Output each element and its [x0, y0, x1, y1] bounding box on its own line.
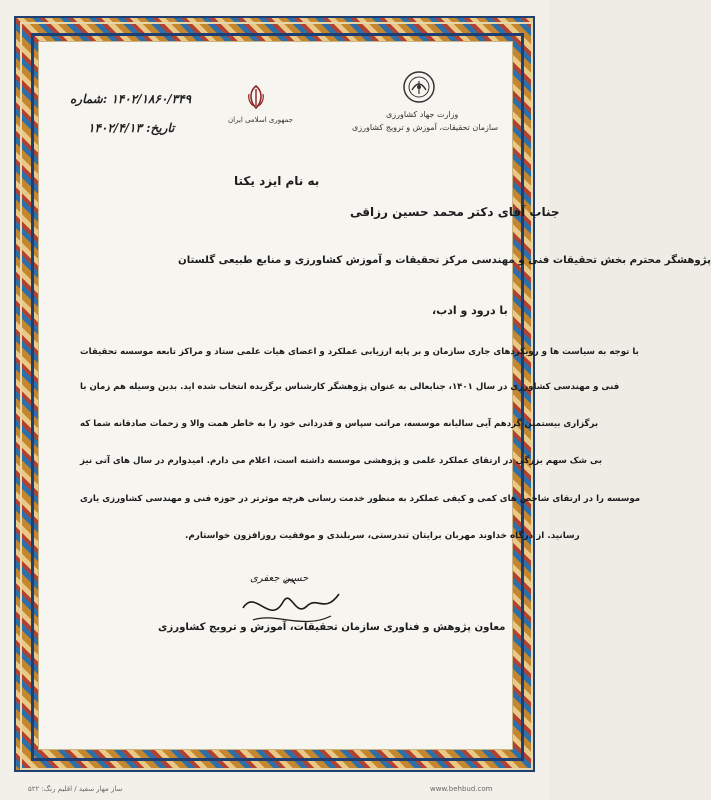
org-line-1: وزارت جهاد کشاورزی — [386, 110, 459, 119]
body-line-5: موسسه را در ارتقای شاخص های کمی و کیفی عملکرد به منظور خدمت رسانی هرچه موثرتر در حوزه فنی و مهندسی کشاورزی یاری — [80, 494, 641, 504]
letter-paper — [38, 41, 513, 750]
letter-number: ۱۴۰۲/۱۸۶۰/۳۴۹ :شماره — [70, 92, 192, 106]
body-line-3: برگزاری بیستمین گردهم آیی سالیانه موسسه، مراتب سپاس و قدردانی خود را به خاطر همت والا و زحمات صادقانه شما که — [80, 419, 599, 429]
jahad-logo-icon — [402, 70, 436, 104]
body-line-4: بی شک سهم بزرگی در ارتقای عملکرد علمی و پژوهشی موسسه داشته است، اعلام می دارم. امیدوارم در سال های آتی نیز — [80, 456, 602, 466]
recipient-name: جناب آقای دکتر محمد حسین رزاقی — [350, 205, 560, 219]
footer-left: www.behbud.com — [430, 785, 493, 793]
org-line-2: سازمان تحقیقات، آموزش و ترویج کشاورزی — [352, 123, 499, 132]
body-line-6: رسانید. از درگاه خداوند مهربان برایتان تندرستی، سربلندی و موفقیت روزافزون خواستارم. — [185, 531, 580, 541]
greeting: با درود و ادب، — [432, 304, 508, 317]
basmala-heading: به نام ایزد یکتا — [234, 174, 320, 188]
center-caption: جمهوری اسلامی ایران — [228, 116, 293, 124]
letter-date: تاریخ: ۱۴۰۲/۴/۱۳ — [88, 121, 175, 135]
signer-name: حسین جعفری — [250, 573, 309, 584]
signer-title: معاون پژوهش و فناوری سازمان تحقیقات، آموزش و ترویج کشاورزی — [158, 622, 506, 633]
iran-emblem-icon — [245, 84, 267, 110]
footer-right: ساز مهار سفید / اقلیم رنگ: ۵۲۲ — [28, 785, 123, 793]
recipient-title: پژوهشگر محترم بخش تحقیقات فنی و مهندسی مرکز تحقیقات و آموزش کشاورزی و منابع طبیعی گلستان — [178, 255, 711, 266]
body-line-2: فنی و مهندسی کشاورزی در سال ۱۴۰۱، جنابعالی به عنوان پژوهشگر کارشناس برگزیده انتخاب شده اید. بدین وسیله هم زمان با — [80, 382, 620, 392]
body-line-1: با توجه به سیاست ها و رویکردهای جاری سازمان و بر پایه ارزیابی عملکرد و اعضای هیات علمی ستاد و مراکز تابعه موسسه تحقیقات — [80, 347, 639, 357]
